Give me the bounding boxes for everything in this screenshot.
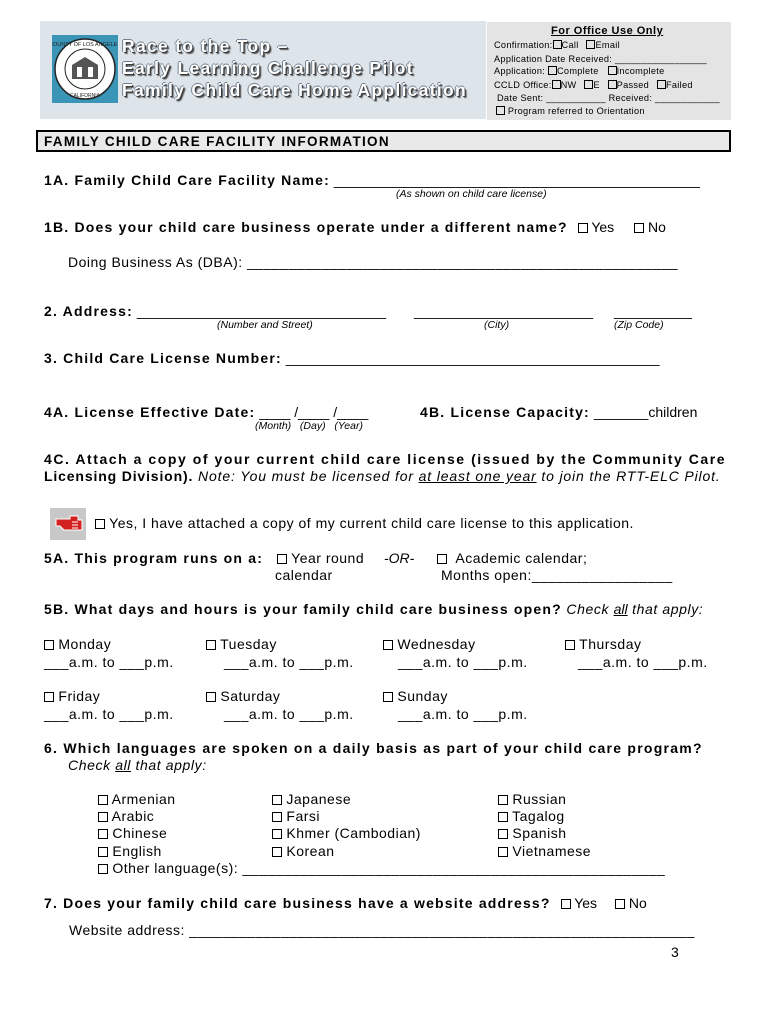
office-application-row: Application: Complete Incomplete [494, 66, 665, 76]
q4b-row [420, 404, 697, 420]
complete-checkbox[interactable] [548, 66, 557, 75]
office-date-sent: Date Sent: ___________ Received: ____________ [497, 93, 720, 103]
header-title-line-3: Family Child Care Home Application [122, 80, 467, 100]
khmer-checkbox[interactable] [272, 829, 282, 839]
monday-checkbox[interactable] [44, 640, 54, 650]
armenian-checkbox[interactable] [98, 795, 108, 805]
english-checkbox[interactable] [98, 847, 108, 857]
thursday-checkbox[interactable] [565, 640, 575, 650]
section-title: FAMILY CHILD CARE FACILITY INFORMATION [44, 134, 390, 149]
wednesday-hours-field[interactable]: ___a.m. to ___p.m. [398, 654, 528, 670]
attach-license-row [95, 515, 634, 531]
q4b-label: 4B. License Capacity: [420, 404, 590, 420]
q6-check-all: Check all that apply: [68, 757, 207, 773]
facility-name-field[interactable]: _______________________________________________ [333, 172, 700, 188]
effective-date-field[interactable]: ____ /____ /____ [259, 404, 369, 420]
day-saturday: Saturday [206, 688, 280, 704]
office-ccld-row: CCLD Office: NW E Passed Failed [494, 80, 693, 90]
lang-arabic: Arabic [98, 808, 154, 824]
q1b-row [44, 219, 666, 235]
attach-license-label: Yes, I have attached a copy of my current child care license to this application. [109, 515, 634, 531]
q1b-no-label: No [647, 219, 666, 235]
lang-armenian: Armenian [98, 791, 176, 807]
q7-no-label: No [628, 895, 647, 911]
lang-korean: Korean [272, 843, 335, 859]
q7-yes-checkbox[interactable] [561, 899, 571, 909]
lang-english: English [98, 843, 162, 859]
page-number: 3 [671, 944, 679, 960]
license-number-field[interactable]: ________________________________________________ [285, 350, 660, 366]
or-label: -OR- [384, 550, 415, 566]
q7-label: 7. Does your family child care business have a website address? [44, 895, 551, 911]
lang-chinese: Chinese [98, 825, 167, 841]
county-seal-logo [52, 35, 118, 103]
day-tuesday: Tuesday [206, 636, 277, 652]
lang-russian: Russian [498, 791, 566, 807]
q7-yes-label: Yes [574, 895, 598, 911]
lang-spanish: Spanish [498, 825, 566, 841]
year-round-calendar: calendar [275, 567, 333, 583]
q1b-yes-label: Yes [591, 219, 615, 235]
academic-option: Academic calendar; [437, 550, 587, 566]
q4c-line-1: 4C. Attach a copy of your current child care license (issued by the Community Care [44, 451, 727, 467]
other-language-field[interactable]: Other language(s): ___________________________________________________ [112, 860, 666, 876]
year-round-option: Year round [277, 550, 364, 566]
street-field[interactable]: ________________________________ [136, 303, 386, 319]
header-title-line-1: Race to the Top – [122, 36, 289, 56]
q5b-row: 5B. What days and hours is your family child care business open? Check all that apply: [44, 601, 704, 617]
tuesday-hours-field[interactable]: ___a.m. to ___p.m. [224, 654, 354, 670]
tuesday-checkbox[interactable] [206, 640, 216, 650]
day-thursday: Thursday [565, 636, 642, 652]
passed-checkbox[interactable] [608, 80, 617, 89]
day-friday: Friday [44, 688, 100, 704]
wednesday-checkbox[interactable] [383, 640, 393, 650]
q5b-label: 5B. What days and hours is your family child care business open? [44, 601, 562, 617]
q1a-hint: (As shown on child care license) [396, 188, 547, 200]
q1a-row [44, 172, 700, 188]
q1b-label: 1B. Does your child care business operate under a different name? [44, 219, 568, 235]
lang-farsi: Farsi [272, 808, 320, 824]
day-sunday: Sunday [383, 688, 448, 704]
incomplete-checkbox[interactable] [608, 66, 617, 75]
q4a-row [44, 404, 368, 420]
referred-checkbox[interactable] [496, 106, 505, 115]
q1b-yes-checkbox[interactable] [578, 223, 588, 233]
q3-label: 3. Child Care License Number: [44, 350, 282, 366]
q4c-line-2: Licensing Division). Note: You must be licensed for at least one year to join the RTT-ELC Pilot. [44, 468, 721, 484]
office-use-title: For Office Use Only [551, 25, 664, 37]
header-title-line-2: Early Learning Challenge Pilot [122, 58, 414, 78]
q2-row [44, 303, 386, 319]
dba-field[interactable]: Doing Business As (DBA): ____________________________________________________ [68, 254, 678, 270]
japanese-checkbox[interactable] [272, 795, 282, 805]
thursday-hours-field[interactable]: ___a.m. to ___p.m. [578, 654, 708, 670]
korean-checkbox[interactable] [272, 847, 282, 857]
friday-checkbox[interactable] [44, 692, 54, 702]
capacity-field[interactable]: _______children [593, 404, 698, 420]
academic-checkbox[interactable] [437, 554, 447, 564]
friday-hours-field[interactable]: ___a.m. to ___p.m. [44, 706, 174, 722]
arabic-checkbox[interactable] [98, 812, 108, 822]
office-referred-row: Program referred to Orientation [496, 106, 645, 116]
q2-label: 2. Address: [44, 303, 133, 319]
q7-row [44, 895, 647, 911]
year-round-checkbox[interactable] [277, 554, 287, 564]
website-field[interactable]: Website address: _____________________________________________________________ [69, 922, 695, 938]
russian-checkbox[interactable] [498, 795, 508, 805]
q4a-hint: (Month) (Day) (Year) [255, 420, 363, 432]
svg-text:CALIFORNIA: CALIFORNIA [69, 93, 101, 99]
q4a-label: 4A. License Effective Date: [44, 404, 256, 420]
city-field[interactable]: _______________________ [414, 303, 594, 319]
q3-row [44, 350, 659, 366]
seal-icon [52, 35, 118, 103]
spanish-checkbox[interactable] [498, 829, 508, 839]
lang-other [98, 860, 665, 876]
q1b-no-checkbox[interactable] [634, 223, 644, 233]
office-app-date-received: Application Date Received: _________________ [494, 54, 707, 64]
chinese-checkbox[interactable] [98, 829, 108, 839]
other-language-checkbox[interactable] [98, 864, 108, 874]
sunday-checkbox[interactable] [383, 692, 393, 702]
lang-tagalog: Tagalog [498, 808, 565, 824]
zip-field[interactable]: __________ [614, 303, 692, 319]
attach-license-checkbox[interactable] [95, 519, 105, 529]
q1a-label: 1A. Family Child Care Facility Name: [44, 172, 330, 188]
q7-no-checkbox[interactable] [615, 899, 625, 909]
failed-checkbox[interactable] [657, 80, 666, 89]
monday-hours-field[interactable]: ___a.m. to ___p.m. [44, 654, 174, 670]
months-open-field[interactable]: Months open:_________________ [441, 567, 673, 583]
q6-label: 6. Which languages are spoken on a daily basis as part of your child care program? [44, 740, 703, 756]
street-hint: (Number and Street) [217, 319, 313, 331]
lang-khmer: Khmer (Cambodian) [272, 825, 421, 841]
saturday-hours-field[interactable]: ___a.m. to ___p.m. [224, 706, 354, 722]
vietnamese-checkbox[interactable] [498, 847, 508, 857]
day-monday: Monday [44, 636, 111, 652]
call-checkbox[interactable] [553, 40, 562, 49]
q5a-label: 5A. This program runs on a: [44, 550, 264, 566]
e-checkbox[interactable] [584, 80, 593, 89]
nw-checkbox[interactable] [552, 80, 561, 89]
saturday-checkbox[interactable] [206, 692, 216, 702]
pointing-hand-icon [50, 508, 86, 540]
zip-hint: (Zip Code) [614, 319, 664, 331]
farsi-checkbox[interactable] [272, 812, 282, 822]
svg-text:COUNTY OF LOS ANGELES: COUNTY OF LOS ANGELES [52, 42, 118, 48]
lang-japanese: Japanese [272, 791, 351, 807]
day-wednesday: Wednesday [383, 636, 476, 652]
sunday-hours-field[interactable]: ___a.m. to ___p.m. [398, 706, 528, 722]
city-hint: (City) [484, 319, 510, 331]
office-confirmation-row: Confirmation: Call Email [494, 40, 620, 50]
lang-vietnamese: Vietnamese [498, 843, 591, 859]
tagalog-checkbox[interactable] [498, 812, 508, 822]
